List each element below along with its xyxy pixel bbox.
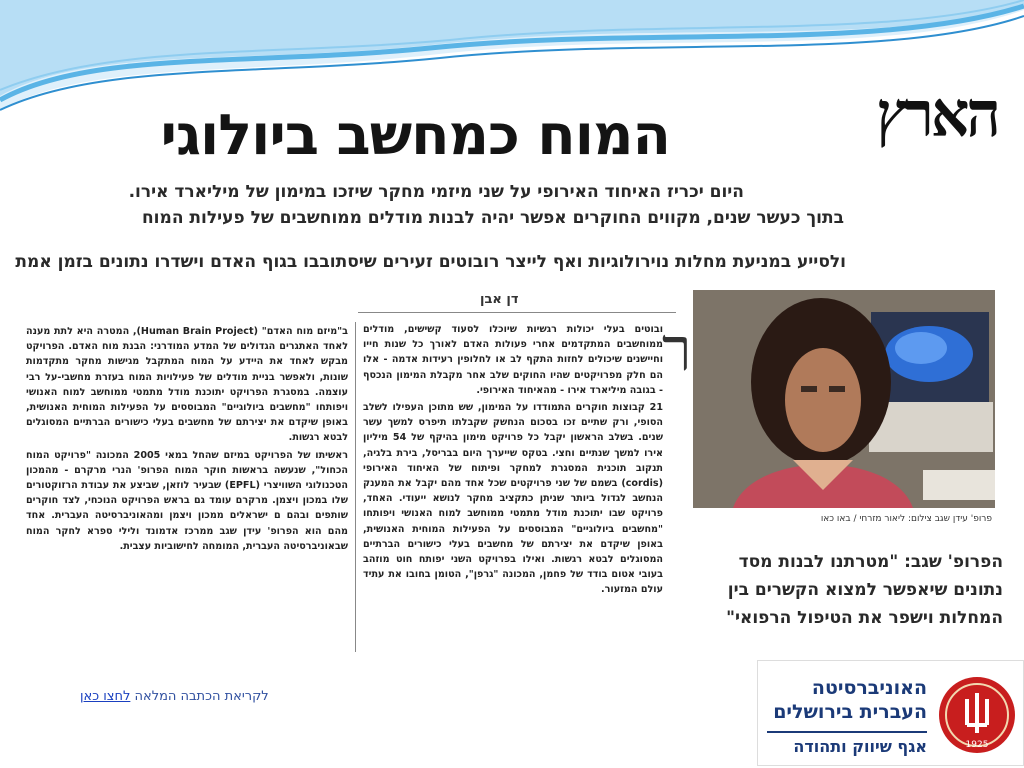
read-more-line <box>80 689 269 704</box>
haaretz-logo <box>854 78 1020 152</box>
scientist-photo <box>693 290 995 508</box>
paragraph: 21 קבוצות חוקרים התמודדו על המימון, שש מתוכן העפילו לשלב הסופי, ורק שתיים זכו בסכום הנחשק שקבלתו תיפרס למשך עשר שנים. בשלב הראשון יקבל כל פרויקט מימון בהיקף של 54 מיליון אירו למשך שנתיים וחצי. בטקס שייערך היום בבריסל, בירת בלגיה, תנקוב תוכנית המסגרת למחקר ופיתוח של האיחוד האירופי (cordis) בשמם של שני פרויקטים שכל אחד מהם יקבל את המענק הנחשב לגדול ביותר שניתן כתקציב מחקר לנושא ייעודי. האחד, פרויקט שבו יתוכנת מודל מתמטי ממוחשב למוח האנושי ויפותחו "מחשבים ביולוגיים" המבוססים על הפעילות המוחית האנושית, באופן שיקדם את יצירתם של מחשבים בעלי כישורים הברתיים המסוגלים לבטא רגשות. ואילו בפרויקט השני יפותח חוט מוזהב בעובי אטום בודד של פחמן, המכונה "גרפן", הטומן בחובו את עתיד עולם המזעור. <box>363 402 663 596</box>
university-name-line2: העברית בירושלים <box>773 701 927 723</box>
pull-quote: הפרופ' שגב: "מטרתנו לבנות מסד נתונים שיאפשר למצוא הקשרים בין המחלות וישפר את הטיפול הרפואי" <box>726 552 1003 628</box>
read-more-link[interactable]: לחצו כאן <box>80 689 131 704</box>
department-name: אגף שיווק ותהודה <box>793 737 927 756</box>
read-more-prefix: לקריאת הכתבה המלאה <box>134 689 269 704</box>
paragraph: ובוטים בעלי יכולות רגשיות שיוכלו לסעוד קשישים, מודלים ממוחשבים המתקדמים אחרי פעולות האדם לאורך כל שנות חייו וחיישנים שיכולים לחזות התקף לב או לחלופין רעידות אדמה - אלו הם חלק מפרויקטים שהיו החוקים שלב אחר מקבלת המימון הנכסף - בגובה מיליארד אירו - מהאיחוד האירופי. <box>363 324 663 396</box>
photo-caption: פרופ' עידן שגב צילום: ליאור מזרחי / באו כאו <box>820 514 992 524</box>
drop-cap-letter: ר <box>662 315 692 385</box>
article-headline: המוח כמחשב ביולוגי <box>160 103 670 168</box>
subhead-line-2: בתוך כעשר שנים, מקווים החוקרים אפשר יהיה לבנות מודלים ממוחשבים של פעילות המוח <box>142 208 844 228</box>
university-name-line1: האוניברסיטה <box>811 677 927 699</box>
logo-text: הארץ <box>876 78 998 152</box>
paragraph: ב"מיזם מוח האדם" (Human Brain Project), המטרה היא לתת מענה לאחד האתגרים הגדולים של המדע המודרני: הבנת מוח האדם. הפרויקט מבקש לאחד את היידע על המוח המתקבל מגישות מחקר מתקדמות שונות, ולאפשר בניית מודלים של פעילויות המוח בעזרת מחשבי-על רבי עוצמה. במסגרת הפרויקט יתוכנת מודל מתמטי ממוחשב למוח האנושי ויפותחו "מחשבים ביולוגיים" המבוססים על הפעילות המוחית האנושית, באופן שיקדם את יצירתם של מחשבים בעלי כישורים הברתיים המסוגלים לבטא רגשות. <box>26 326 348 444</box>
paragraph: ראשיתו של הפרויקט במיזם שהחל במאי 2005 המכונה "פרויקט המוח הכחול", שנעשה בראשות חוקר המוח הפרופ' הנרי מרקרם - מהמכון הטכנולוגי השוויצרי (EPFL) שבעיר לוזאן, שביצע את עבודת הרזוקטורים שלו במכון ויצמן. מרקרם עומד גם בראש הפרויקט הנוכחי, לצד חוקרים שותפים ובהם ם ישראלים ממכון ויצמן ומהאוניברסיטה העברית. אחד מהם הוא הפרופ' עידן שגב ממרכז אדמונד ולילי ספרא לחקר המוח שבאוניברסיטה העברית, המומחה לחישוביות עצבית. <box>26 449 348 552</box>
branding-divider <box>767 731 927 733</box>
seal-year: 1925 <box>965 740 989 750</box>
article-column-middle <box>363 322 663 656</box>
column-divider <box>355 322 356 652</box>
university-seal-icon <box>937 675 1017 755</box>
byline: דן אבן <box>480 292 519 307</box>
byline-rule <box>358 312 676 313</box>
university-branding <box>757 660 1024 766</box>
subhead-line-3: ולסייע במניעת מחלות נוירולוגיות ואף לייצר רובוטים זעירים שיסתובבו בגוף האדם וישדרו נתונים בזמן אמת <box>15 252 846 272</box>
article-column-left <box>26 324 348 614</box>
subhead-line-1: היום יכריז האיחוד האירופי על שני מיזמי מחקר שיזכו במימון של מיליארד אירו. <box>128 182 744 202</box>
